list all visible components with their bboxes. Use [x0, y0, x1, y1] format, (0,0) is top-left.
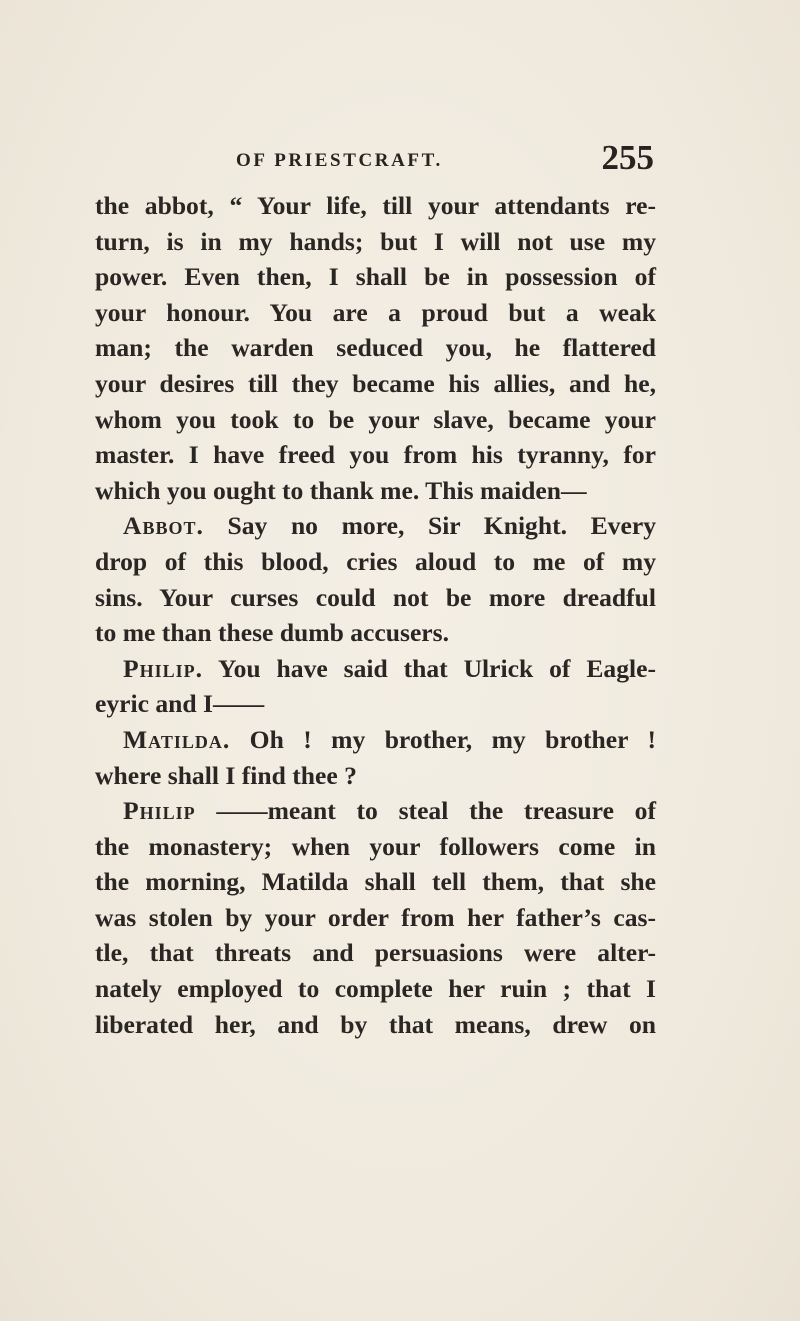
text-line: your honour. You are a proud but a weak [95, 297, 656, 327]
speech-line [95, 651, 656, 687]
text-line: whom you took to be your slave, became your [95, 404, 656, 434]
text-line: power. Even then, I shall be in possession of [95, 262, 656, 292]
text-line: master. I have freed you from his tyranny, for [95, 440, 656, 470]
speech-line [95, 508, 656, 544]
text-line: liberated her, and by that means, drew on [95, 1009, 656, 1039]
text-line: the monastery; when your followers come in [95, 831, 656, 861]
speech-text: ——meant to steal the treasure of [195, 796, 656, 826]
running-head-title: OF PRIESTCRAFT. [236, 150, 443, 171]
text-line: turn, is in my hands; but I will not use my [95, 226, 656, 256]
text-line: tle, that threats and persuasions were alter- [95, 938, 656, 968]
text-line: where shall I find thee ? [95, 760, 357, 790]
text-line: drop of this blood, cries aloud to me of my [95, 546, 656, 576]
body-text [95, 188, 656, 1042]
speaker-name: Philip. [123, 653, 204, 683]
text-line: was stolen by your order from her father’s cas- [95, 902, 656, 932]
text-line: the abbot, “ Your life, till your attendants re- [95, 191, 656, 220]
speech-line [95, 722, 656, 758]
text-line: sins. Your curses could not be more dreadful [95, 582, 656, 612]
page-number: 255 [601, 138, 654, 177]
running-head [236, 138, 654, 182]
text-line: man; the warden seduced you, he flattered [95, 333, 656, 363]
speaker-name: Matilda. [123, 724, 231, 754]
text-line: the morning, Matilda shall tell them, that she [95, 867, 656, 897]
text-line: to me than these dumb accusers. [95, 618, 450, 648]
text-line: eyric and I—— [95, 689, 265, 719]
text-line: nately employed to complete her ruin ; that I [95, 974, 656, 1004]
speaker-name: Abbot. [123, 511, 204, 541]
speech-line [95, 793, 656, 829]
speaker-name: Philip [123, 796, 196, 826]
text-line: which you ought to thank me. This maiden— [95, 475, 587, 505]
speech-text: Say no more, Sir Knight. Every [203, 511, 656, 541]
text-line: your desires till they became his allies, and he, [95, 368, 656, 398]
speech-text: Oh ! my brother, my brother ! [230, 724, 656, 754]
speech-text: You have said that Ulrick of Eagle- [203, 653, 656, 683]
